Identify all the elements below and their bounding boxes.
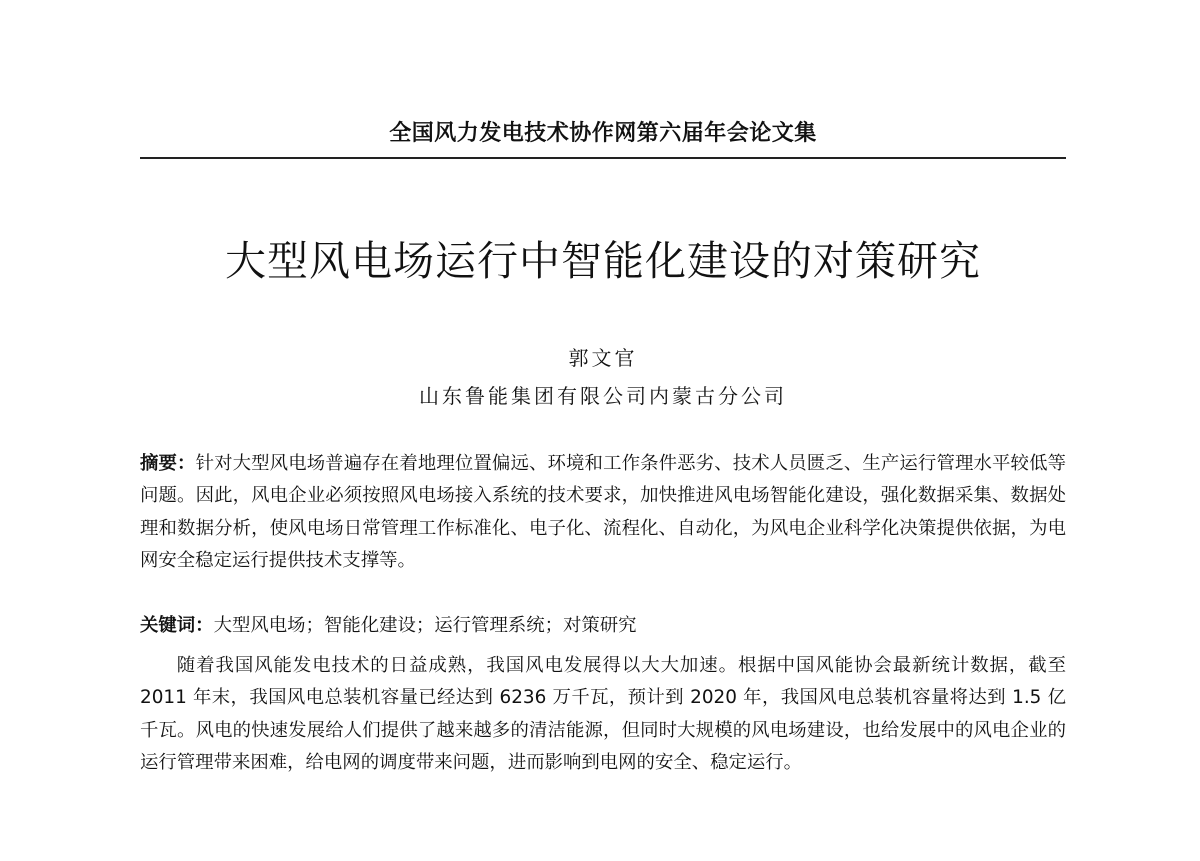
- paper-title: 大型风电场运行中智能化建设的对策研究: [225, 237, 981, 285]
- header-rule: [140, 157, 1066, 159]
- body-paragraph: 随着我国风能发电技术的日益成熟，我国风电发展得以大大加速。根据中国风能协会最新统计数据，截至 2011 年末，我国风电总装机容量已经达到 6236 万千瓦，预计到 2020 年，我国风电总装机容量将达到 1.5 亿千瓦。风电的快速发展给人们提供了越来越多的清洁能源，但同时大规模的风电场建设，也给发展中的风电企业的运行管理带来困难，给电网的调度带来问题，进而影响到电网的安全、稳定运行。: [140, 655, 1066, 774]
- author-name: 郭文官: [568, 346, 638, 370]
- keywords-text: 大型风电场；智能化建设；运行管理系统；对策研究: [213, 615, 637, 636]
- running-header: 全国风力发电技术协作网第六届年会论文集: [389, 121, 817, 146]
- author-affiliation: 山东鲁能集团有限公司内蒙古分公司: [419, 384, 787, 408]
- abstract: [140, 448, 1066, 578]
- abstract-label: 摘要：: [140, 453, 196, 474]
- keywords: [140, 610, 1066, 642]
- keywords-label: 关键词：: [140, 615, 214, 636]
- abstract-text: 针对大型风电场普遍存在着地理位置偏远、环境和工作条件恶劣、技术人员匮乏、生产运行管理水平较低等问题。因此，风电企业必须按照风电场接入系统的技术要求，加快推进风电场智能化建设，强化数据采集、数据处理和数据分析，使风电场日常管理工作标准化、电子化、流程化、自动化，为风电企业科学化决策提供依据，为电网安全稳定运行提供技术支撑等。: [140, 453, 1066, 572]
